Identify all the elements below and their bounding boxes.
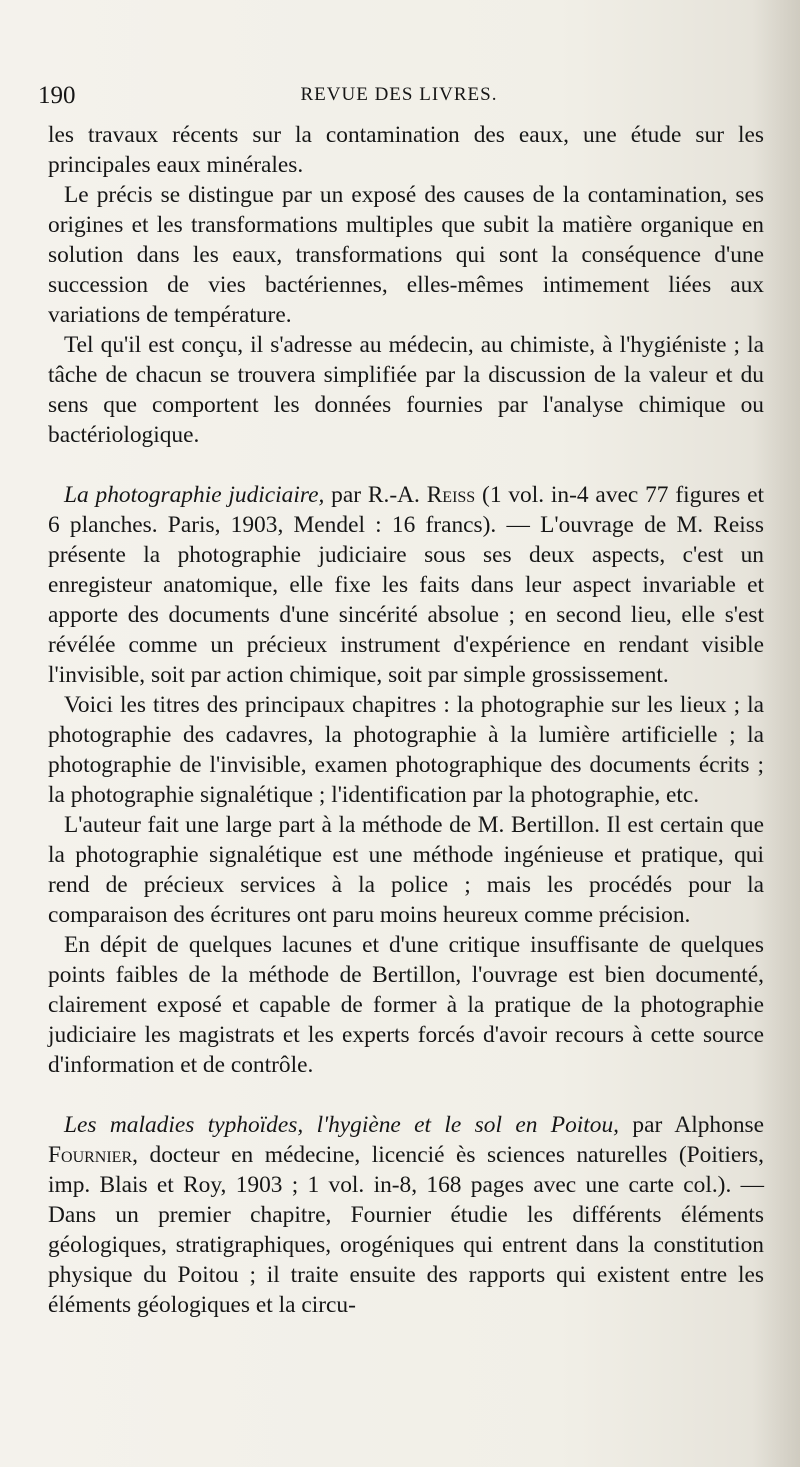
text-span: par Alphonse	[619, 1112, 764, 1138]
paragraph: les travaux récents sur la contamination des eaux, une étude sur les principales eaux minérales.	[48, 122, 764, 178]
running-title: REVUE DES LIVRES.	[300, 84, 498, 105]
paragraph: L'auteur fait une large part à la méthode de M. Bertillon. Il est certain que la photographie signalétique est une méthode ingénieuse et pratique, qui rend de précieux services à la police ; mais les procédés pour la comparaison des écritures ont paru moins heureux comme précision.	[48, 812, 764, 928]
review-entry-photographie	[48, 480, 764, 690]
paragraph: Voici les titres des principaux chapitres : la photographie sur les lieux ; la photographie des cadavres, la photographie à la lumière artificielle ; la photographie de l'invisible, examen photographique des documents écrits ; la photographie signalétique ; l'identification par la photographie, etc.	[48, 692, 764, 808]
author-name: Reiss	[426, 482, 476, 508]
body-text	[48, 120, 764, 1320]
paragraph: En dépit de quelques lacunes et d'une critique insuffisante de quelques points faibles de la méthode de Bertillon, l'ouvrage est bien documenté, clairement exposé et capable de former à la pratique de la photographie judiciaire les magistrats et les experts forcés d'avoir recours à cette source d'information et de contrôle.	[48, 932, 764, 1078]
review-entry-maladies	[48, 1110, 764, 1320]
text-span: (1 vol. in-4 avec 77 figures et 6 planches. Paris, 1903, Mendel : 16 francs). — L'ouvrage de M. Reiss présente la photographie judiciaire sous ses deux aspects, c'est un enregisteur anatomique, elle fixe les faits dans leur aspect invariable et apporte des documents d'une sincérité absolue ; en second lieu, elle s'est révélée comme un précieux instrument d'expérience en rendant visible l'invisible, soit par action chimique, soit par simple grossissement.	[48, 482, 765, 688]
paragraph: Tel qu'il est conçu, il s'adresse au médecin, au chimiste, à l'hygiéniste ; la tâche de chacun se trouvera simplifiée par la discussion de la valeur et du sens que comportent les données fournies par l'analyse chimique ou bactériologique.	[48, 332, 764, 448]
author-name: Fournier	[48, 1142, 133, 1168]
page-number: 190	[38, 82, 76, 109]
page-header	[38, 82, 760, 118]
paragraph: Le précis se distingue par un exposé des causes de la contamination, ses origines et les transformations multiples que subit la matière organique en solution dans les eaux, transformations qui sont la conséquence d'une succession de vies bactériennes, elles-mêmes intimement liées aux variations de température.	[48, 182, 764, 328]
text-span: par R.-A.	[324, 482, 427, 508]
book-title: Les maladies typhoïdes, l'hygiène et le sol en Poitou,	[64, 1112, 620, 1138]
book-title: La photographie judiciaire,	[64, 482, 325, 508]
text-span: , docteur en médecine, licencié ès sciences naturelles (Poitiers, imp. Blais et Roy, 1903 ; 1 vol. in-8, 168 pages avec une carte col.). — Dans un premier chapitre, Fournier étudie les différents éléments géologiques, stratigraphiques, orogéniques qui entrent dans la constitution physique du Poitou ; il traite ensuite des rapports qui existent entre les éléments géologiques et la circu-	[48, 1142, 764, 1318]
